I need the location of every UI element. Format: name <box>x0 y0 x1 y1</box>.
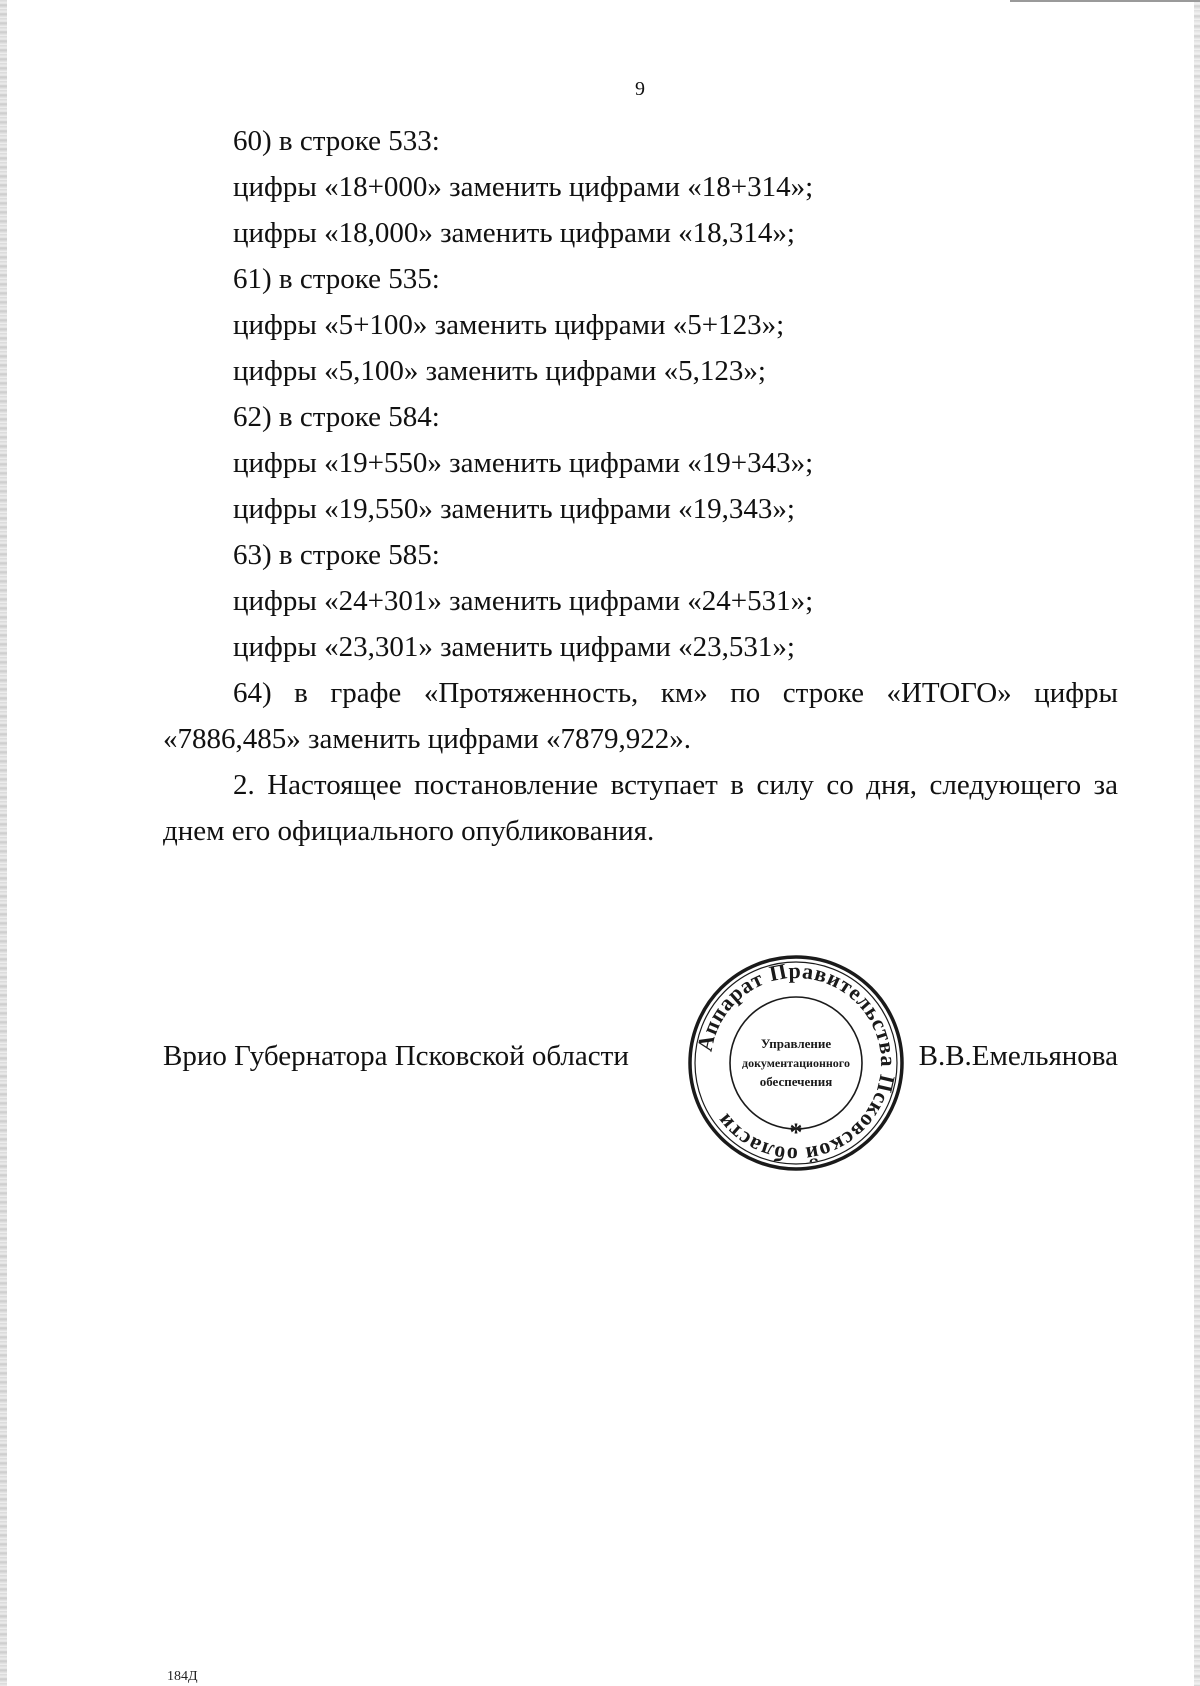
list-item: 63) в строке 585: <box>233 539 440 571</box>
scan-top-line <box>1010 0 1200 2</box>
item-64-paragraph: 64) в графе «Протяженность, км» по строке «ИТОГО» цифры «7886,485» заменить цифрами «7879,922». <box>163 677 1118 755</box>
list-item: 62) в строке 584: <box>233 401 440 433</box>
list-item: цифры «5,100» заменить цифрами «5,123»; <box>233 355 766 387</box>
scan-edge-left <box>0 0 7 1686</box>
seal-inner-line-1: Управление <box>760 1036 832 1051</box>
seal-inner-line-3: обеспечения <box>759 1074 833 1089</box>
document-code: 184Д <box>167 1669 198 1684</box>
list-item: 60) в строке 533: <box>233 125 440 157</box>
signatory-position: Врио Губернатора Псковской области <box>163 1040 629 1072</box>
list-item: цифры «24+301» заменить цифрами «24+531»; <box>233 585 814 617</box>
star-icon: * <box>789 1118 803 1147</box>
list-item: цифры «19,550» заменить цифрами «19,343»; <box>233 493 795 525</box>
seal-inner-line-2: документационного <box>742 1056 850 1070</box>
list-item: цифры «18+000» заменить цифрами «18+314»; <box>233 171 814 203</box>
list-item: цифры «19+550» заменить цифрами «19+343»; <box>233 447 814 479</box>
official-seal <box>685 952 907 1174</box>
list-item: цифры «18,000» заменить цифрами «18,314»; <box>233 217 795 249</box>
seal-graphic <box>685 952 907 1174</box>
seal-outer-text: Аппарат Правительства Псковской области <box>691 957 902 1169</box>
page-number: 9 <box>635 78 645 100</box>
signatory-name: В.В.Емельянова <box>918 1040 1118 1072</box>
list-item: цифры «5+100» заменить цифрами «5+123»; <box>233 309 785 341</box>
scan-edge-right <box>1194 0 1200 1686</box>
list-item: 61) в строке 535: <box>233 263 440 295</box>
document-body <box>163 118 1118 854</box>
list-item: цифры «23,301» заменить цифрами «23,531»; <box>233 631 795 663</box>
clause-2-paragraph: 2. Настоящее постановление вступает в силу со дня, следующего за днем его официального опубликования. <box>163 769 1118 847</box>
signature-block <box>163 1033 1118 1079</box>
